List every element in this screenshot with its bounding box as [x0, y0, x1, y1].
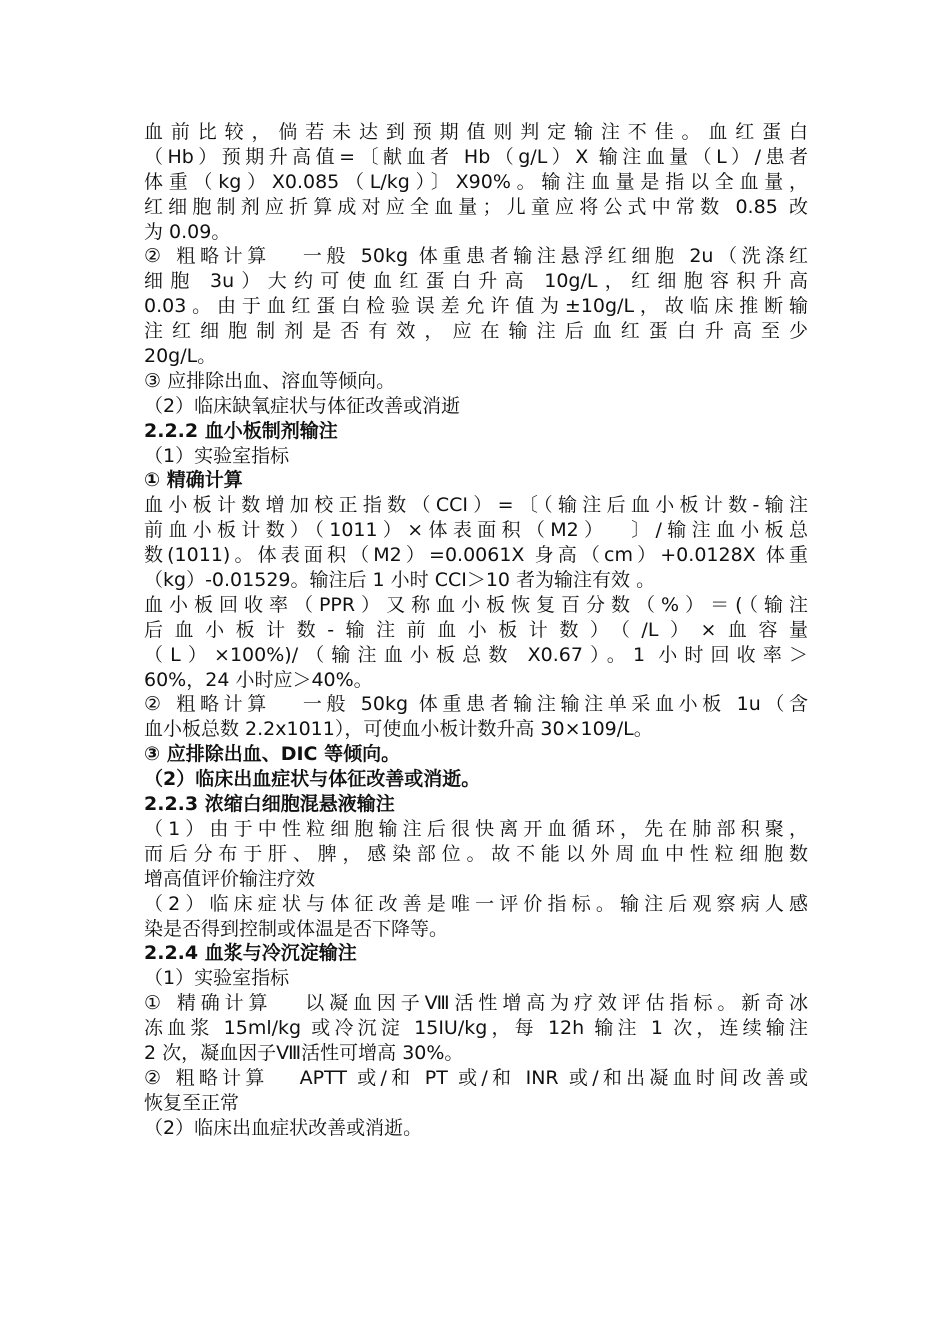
- section-heading: 2.2.2 血小板制剂输注: [144, 419, 338, 442]
- body-line: 血前比较，倘若未达到预期值则判定输注不佳。血红蛋白: [144, 121, 808, 143]
- body-line: ③ 应排除出血、DIC 等倾向。: [144, 743, 401, 766]
- body-line: 前血小板计数）（1011）×体表面积（M2） 〕/输注血小板总: [144, 519, 808, 542]
- body-line: 0.03。由于血红蛋白检验误差允许值为±10g/L，故临床推断输: [144, 295, 808, 318]
- body-line: 为 0.09。: [144, 220, 231, 243]
- body-line: （2）临床症状与体征改善是唯一评价指标。输注后观察病人感: [144, 892, 808, 915]
- body-line: 2 次，凝血因子Ⅷ活性可增高 30%。: [144, 1041, 464, 1064]
- body-line: 红细胞制剂应折算成对应全血量；儿童应将公式中常数 0.85 改: [144, 195, 808, 218]
- body-line: （L）×100%)/（输注血小板总数 X0.67）。1 小时回收率＞: [144, 643, 808, 666]
- section-heading: 2.2.3 浓缩白细胞混悬液输注: [144, 793, 395, 816]
- rough-calc-line: ② 粗略计算 一般 50kg 体重患者输注输注单采血小板 1u（含: [144, 693, 808, 716]
- document-body: [144, 120, 808, 1141]
- body-line: （2）临床出血症状与体征改善或消逝。: [144, 768, 481, 791]
- method-heading: ① 精确计算: [144, 469, 243, 492]
- body-line: （Hb）预期升高值=〔献血者 Hb（g/L）X 输注血量（L）/患者: [144, 145, 808, 168]
- body-line: （1）由于中性粒细胞输注后很快离开血循环，先在肺部积聚，: [144, 817, 808, 840]
- precise-calc-line: ① 精确计算 以凝血因子Ⅷ活性增高为疗效评估指标。新奇冰: [144, 992, 808, 1015]
- body-line: ③ 应排除出血、溶血等倾向。: [144, 369, 396, 392]
- body-line: 数(1011)。体表面积（M2）=0.0061X 身高（cm）+0.0128X 体重: [144, 544, 808, 567]
- body-line: 血小板总数 2.2x1011），可使血小板计数升高 30×109/L。: [144, 718, 653, 741]
- body-line: 增高值评价输注疗效: [144, 867, 316, 890]
- body-line: 冻血浆 15ml/kg 或冷沉淀 15IU/kg，每 12h 输注 1 次，连续输注: [144, 1017, 808, 1040]
- body-line: 而后分布于肝、脾，感染部位。故不能以外周血中性粒细胞数: [144, 842, 808, 865]
- body-line: （kg）-0.01529。输注后 1 小时 CCI＞10 者为输注有效 。: [144, 569, 656, 592]
- body-line: 血小板计数增加校正指数（CCI）=〔（输注后血小板计数-输注: [144, 494, 808, 517]
- rough-calc-line: ② 粗略计算 一般 50kg 体重患者输注悬浮红细胞 2u（洗涤红: [144, 245, 808, 268]
- body-line: 恢复至正常: [144, 1091, 240, 1114]
- body-line: （2）临床缺氧症状与体征改善或消逝: [144, 394, 461, 417]
- subheading: （1）实验室指标: [144, 967, 290, 990]
- body-line: 细胞 3u）大约可使血红蛋白升高 10g/L，红细胞容积升高: [144, 270, 808, 293]
- body-line: 血小板回收率（PPR）又称血小板恢复百分数（%）＝(（输注: [144, 593, 808, 616]
- body-line: 染是否得到控制或体温是否下降等。: [144, 917, 449, 940]
- body-line: 体重（kg）X0.085（L/kg）〕X90%。输注血量是指以全血量，: [144, 170, 808, 193]
- body-line: 60%，24 小时应＞40%。: [144, 668, 373, 691]
- section-heading: 2.2.4 血浆与冷沉淀输注: [144, 942, 357, 965]
- subheading: （1）实验室指标: [144, 444, 290, 467]
- body-line: （2）临床出血症状改善或消逝。: [144, 1116, 423, 1139]
- body-line: 20g/L。: [144, 345, 217, 368]
- body-line: 后血小板计数-输注前血小板计数）（/L）×血容量: [144, 618, 808, 641]
- body-line: 注红细胞制剂是否有效，应在输注后血红蛋白升高至少: [144, 320, 808, 343]
- rough-calc-line: ② 粗略计算 APTT 或/和 PT 或/和 INR 或/和出凝血时间改善或: [144, 1066, 808, 1089]
